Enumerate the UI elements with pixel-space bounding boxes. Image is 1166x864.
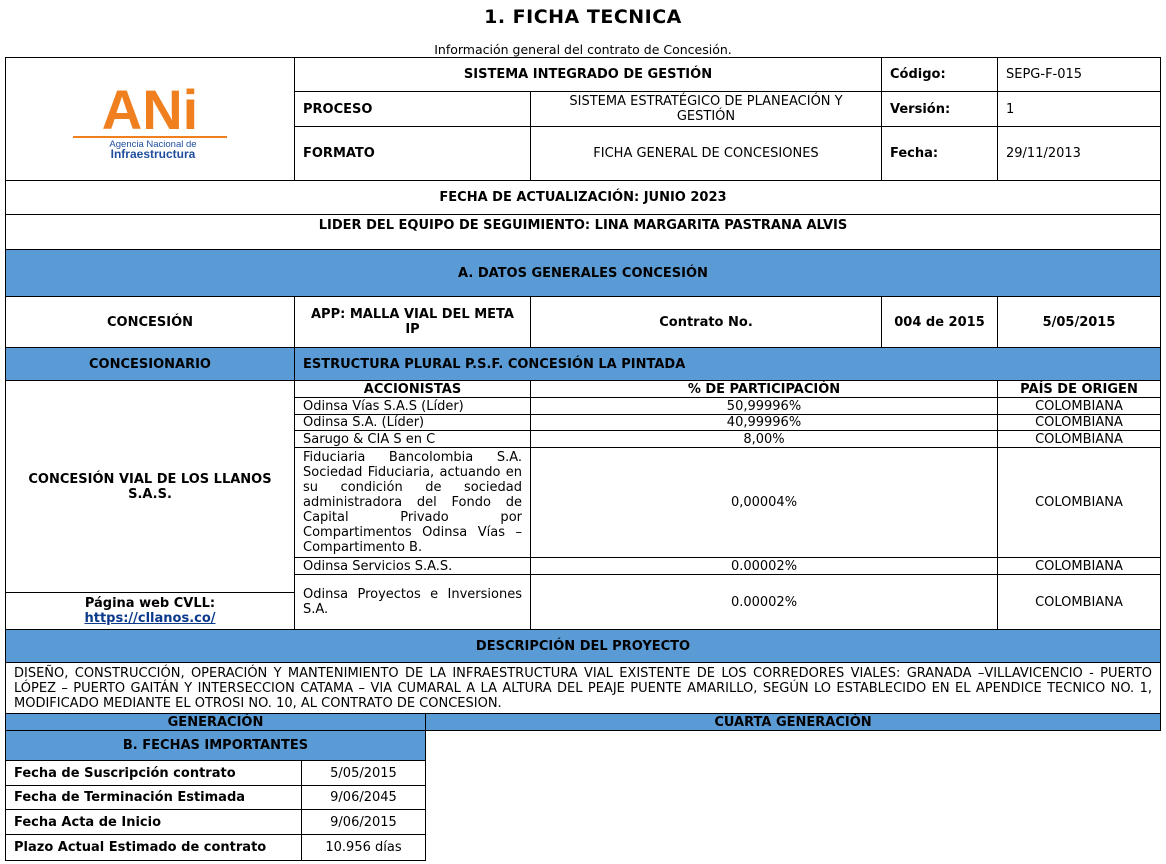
shareholders-header-pct: % DE PARTICIPACIÓN <box>530 380 998 398</box>
shareholder-name-text: Odinsa Proyectos e Inversiones S.A. <box>303 587 522 617</box>
ani-logo-icon <box>65 79 235 159</box>
shareholder-pct: 0.00002% <box>530 574 998 630</box>
shareholder-name: Odinsa Servicios S.A.S. <box>294 557 531 575</box>
section-b-blank <box>425 730 1161 860</box>
generation-label: GENERACIÓN <box>5 713 426 731</box>
contract-label: Contrato No. <box>530 296 882 348</box>
shareholder-pct: 50,99996% <box>530 397 998 415</box>
generation-value: CUARTA GENERACIÓN <box>425 713 1161 731</box>
logo-line2: Infraestructura <box>110 147 196 159</box>
company-name: CONCESIÓN VIAL DE LOS LLANOS S.A.S. <box>5 380 295 593</box>
shareholders-header-name: ACCIONISTAS <box>294 380 531 398</box>
shareholder-country: COLOMBIANA <box>997 574 1161 630</box>
code-label: Código: <box>881 57 998 92</box>
version-value: 1 <box>997 91 1161 127</box>
page-title: 1. FICHA TECNICA <box>484 6 682 28</box>
process-value: SISTEMA ESTRATÉGICO DE PLANEACIÓN Y GESTIÓN <box>530 91 882 127</box>
logo-line1: Agencia Nacional de <box>109 139 197 150</box>
page-subtitle: Información general del contrato de Concesión. <box>434 42 732 57</box>
date-row-label: Fecha Acta de Inicio <box>5 809 302 835</box>
update-date: FECHA DE ACTUALIZACIÓN: JUNIO 2023 <box>5 180 1161 215</box>
website-box <box>5 592 295 630</box>
code-value: SEPG-F-015 <box>997 57 1161 92</box>
shareholder-name <box>294 447 531 558</box>
section-a-header: A. DATOS GENERALES CONCESIÓN <box>5 249 1161 297</box>
date-row-value: 10.956 días <box>301 834 426 861</box>
shareholder-name: Odinsa S.A. (Líder) <box>294 414 531 431</box>
shareholder-pct: 0,00004% <box>530 447 998 558</box>
concession-name: APP: MALLA VIAL DEL META IP <box>294 296 531 348</box>
section-b-header: B. FECHAS IMPORTANTES <box>5 730 426 761</box>
shareholder-country: COLOMBIANA <box>997 397 1161 415</box>
project-description <box>5 662 1161 714</box>
date-label: Fecha: <box>881 126 998 181</box>
shareholder-name-text: Fiduciaria Bancolombia S.A. Sociedad Fiduciaria, actuando en su condición de sociedad administradora del Fondo de Capital Privado por Compartimentos Odinsa Vías – Compartimento B. <box>303 450 522 555</box>
date-row-value: 9/06/2045 <box>301 785 426 810</box>
shareholders-header-country: PAÍS DE ORIGEN <box>997 380 1161 398</box>
project-description-header: DESCRIPCIÓN DEL PROYECTO <box>5 629 1161 663</box>
format-label: FORMATO <box>294 126 531 181</box>
date-row-value: 9/06/2015 <box>301 809 426 835</box>
team-leader: LIDER DEL EQUIPO DE SEGUIMIENTO: LINA MARGARITA PASTRANA ALVIS <box>5 214 1161 250</box>
date-row-label: Fecha de Suscripción contrato <box>5 760 302 786</box>
system-name: SISTEMA INTEGRADO DE GESTIÓN <box>294 57 882 92</box>
shareholder-pct: 0.00002% <box>530 557 998 575</box>
contract-date: 5/05/2015 <box>997 296 1161 348</box>
date-value: 29/11/2013 <box>997 126 1161 181</box>
website-link[interactable]: https://cllanos.co/ <box>84 611 216 626</box>
concession-label: CONCESIÓN <box>5 296 295 348</box>
concessionaire-label: CONCESIONARIO <box>5 347 295 381</box>
concessionaire-value: ESTRUCTURA PLURAL P.S.F. CONCESIÓN LA PINTADA <box>294 347 1161 381</box>
date-row-label: Plazo Actual Estimado de contrato <box>5 834 302 861</box>
shareholder-name <box>294 574 531 630</box>
website-label: Página web CVLL: <box>84 596 216 611</box>
version-label: Versión: <box>881 91 998 127</box>
date-row-label: Fecha de Terminación Estimada <box>5 785 302 810</box>
shareholder-country: COLOMBIANA <box>997 557 1161 575</box>
date-row-value: 5/05/2015 <box>301 760 426 786</box>
shareholder-country: COLOMBIANA <box>997 447 1161 558</box>
format-value: FICHA GENERAL DE CONCESIONES <box>530 126 882 181</box>
shareholder-country: COLOMBIANA <box>997 430 1161 448</box>
shareholder-pct: 8,00% <box>530 430 998 448</box>
svg-text:ANi: ANi <box>101 79 199 141</box>
shareholder-pct: 40,99996% <box>530 414 998 431</box>
logo <box>5 57 295 181</box>
shareholder-name: Sarugo & CIA S en C <box>294 430 531 448</box>
project-description-text: DISEÑO, CONSTRUCCIÓN, OPERACIÓN Y MANTENIMIENTO DE LA INFRAESTRUCTURA VIAL EXISTENTE DE LOS CORREDORES VIALES: GRANADA –VILLAVICENCIO - PUERTO LÓPEZ – PUERTO GAITÁN Y INTERSECCION CATAMA – VIA CUMARAL A LA ALTURA DEL PEAJE PUENTE AMARILLO, SEGÚN LO ESTABLECIDO EN EL APENDICE TECNICO NO. 1, MODIFICADO MEDIANTE EL OTROSI NO. 10, AL CONTRATO DE CONCESION. <box>14 665 1152 711</box>
shareholder-name: Odinsa Vías S.A.S (Líder) <box>294 397 531 415</box>
shareholder-country: COLOMBIANA <box>997 414 1161 431</box>
process-label: PROCESO <box>294 91 531 127</box>
contract-number: 004 de 2015 <box>881 296 998 348</box>
